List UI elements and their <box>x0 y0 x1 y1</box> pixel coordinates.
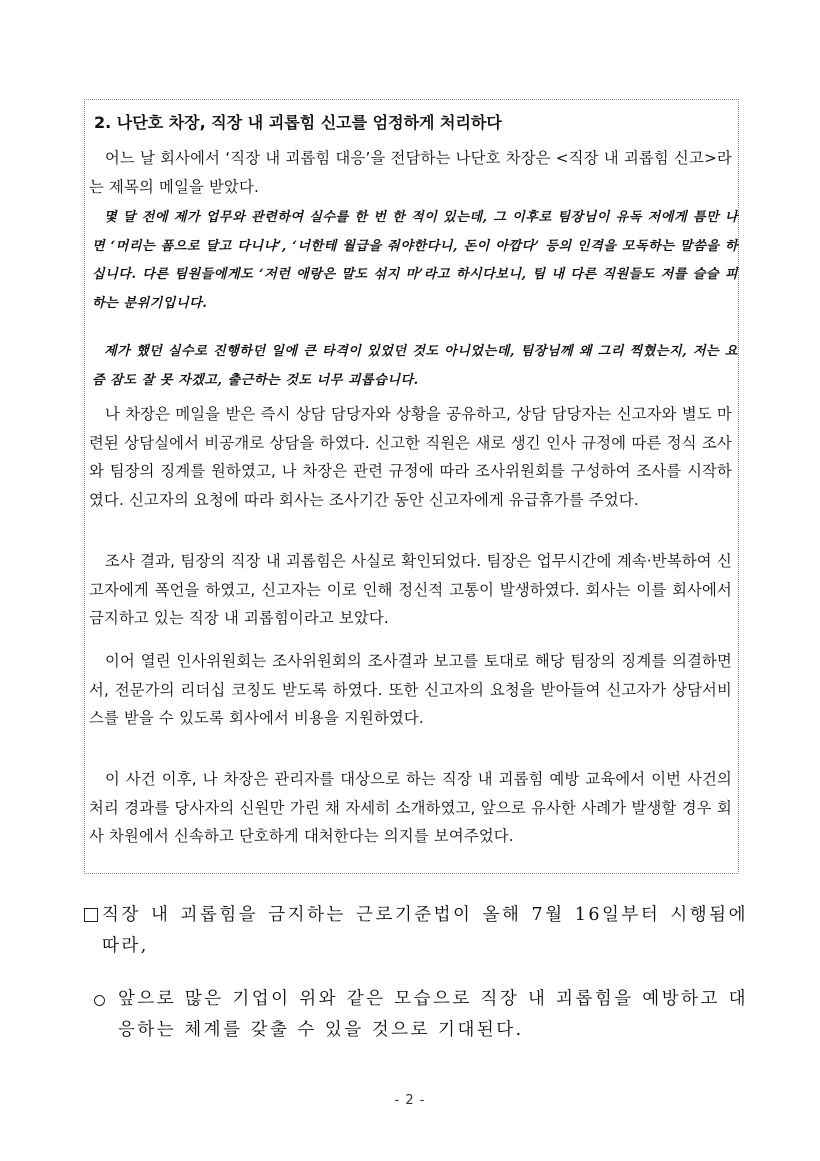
circle-bullet-icon <box>88 984 110 1017</box>
complaint-quote-2 <box>92 338 738 395</box>
intro-paragraph <box>89 144 732 201</box>
paragraph-3-text: 이어 열린 인사위원회는 조사위원회의 조사결과 보고를 토대로 해당 팀장의 징계를 의결하면서, 전문가의 리더십 코칭도 받도록 하였다. 또한 신고자의 요청을 받아들여 신고자가 상담서비스를 받을 수 있도록 회사에서 비용을 지원하였다. <box>89 652 732 727</box>
paragraph-1 <box>89 400 732 514</box>
paragraph-2-text: 조사 결과, 팀장의 직장 내 괴롭힘은 사실로 확인되었다. 팀장은 업무시간에 계속·반복하여 신고자에게 폭언을 하였고, 신고자는 이로 인해 정신적 고통이 발생하였다. 회사는 이를 회사에서 금지하고 있는 직장 내 괴롭힘이라고 보았다. <box>89 552 732 627</box>
case-title: 2. 나단호 차장, 직장 내 괴롭힘 신고를 엄정하게 처리하다 <box>94 113 502 132</box>
complaint-quote-1 <box>92 204 738 318</box>
paragraph-3 <box>89 647 732 733</box>
paragraph-2 <box>89 547 732 633</box>
intro-text: 어느 날 회사에서 ‘직장 내 괴롭힘 대응’을 전담하는 나단호 차장은 <직장 내 괴롭힘 신고>라는 제목의 메일을 받았다. <box>89 149 732 196</box>
page-number: - 2 - <box>394 1093 426 1108</box>
square-bullet-text: 직장 내 괴롭힘을 금지하는 근로기준법이 올해 7월 16일부터 시행됨에 따라, <box>102 905 748 956</box>
quote-2-text: 제가 했던 실수로 진행하던 일에 큰 타격이 있었던 것도 아니었는데, 팀장님께 왜 그리 찍혔는지, 저는 요즘 잠도 잘 못 자겠고, 출근하는 것도 너무 괴롭습니다. <box>92 344 738 388</box>
square-bullet-icon <box>80 900 102 933</box>
paragraph-1-text: 나 차장은 메일을 받은 즉시 상담 담당자와 상황을 공유하고, 상담 담당자는 신고자와 별도 마련된 상담실에서 비공개로 상담을 하였다. 신고한 직원은 새로 생긴 인사 규정에 따른 정식 조사와 팀장의 징계를 원하였고, 나 차장은 관련 규정에 따라 조사위원회를 구성하여 조사를 시작하였다. 신고자의 요청에 따라 회사는 조사기간 동안 신고자에게 유급휴가를 주었다. <box>89 405 732 509</box>
paragraph-4 <box>89 765 732 851</box>
quote-1-text: 몇 달 전에 제가 업무와 관련하여 실수를 한 번 한 적이 있는데, 그 이후로 팀장님이 유독 저에게 틈만 나면 ‘머리는 폼으로 달고 다니냐’, ‘너한테 월급을 줘야한다니, 돈이 아깝다’ 등의 인격을 모독하는 말씀을 하십니다. 다른 팀원들에게도 ‘저런 애랑은 말도 섞지 마’라고 하시다보니, 팀 내 다른 직원들도 저를 슬슬 피하는 분위기입니다. <box>92 210 738 311</box>
paragraph-4-text: 이 사건 이후, 나 차장은 관리자를 대상으로 하는 직장 내 괴롭힘 예방 교육에서 이번 사건의 처리 경과를 당사자의 신원만 가린 채 자세히 소개하였고, 앞으로 유사한 사례가 발생할 경우 회사 차원에서 신속하고 단호하게 대처한다는 의지를 보여주었다. <box>89 770 732 845</box>
circle-bullet-text: 앞으로 많은 기업이 위와 같은 모습으로 직장 내 괴롭힘을 예방하고 대응하는 체계를 갖출 수 있을 것으로 기대된다. <box>118 989 748 1040</box>
